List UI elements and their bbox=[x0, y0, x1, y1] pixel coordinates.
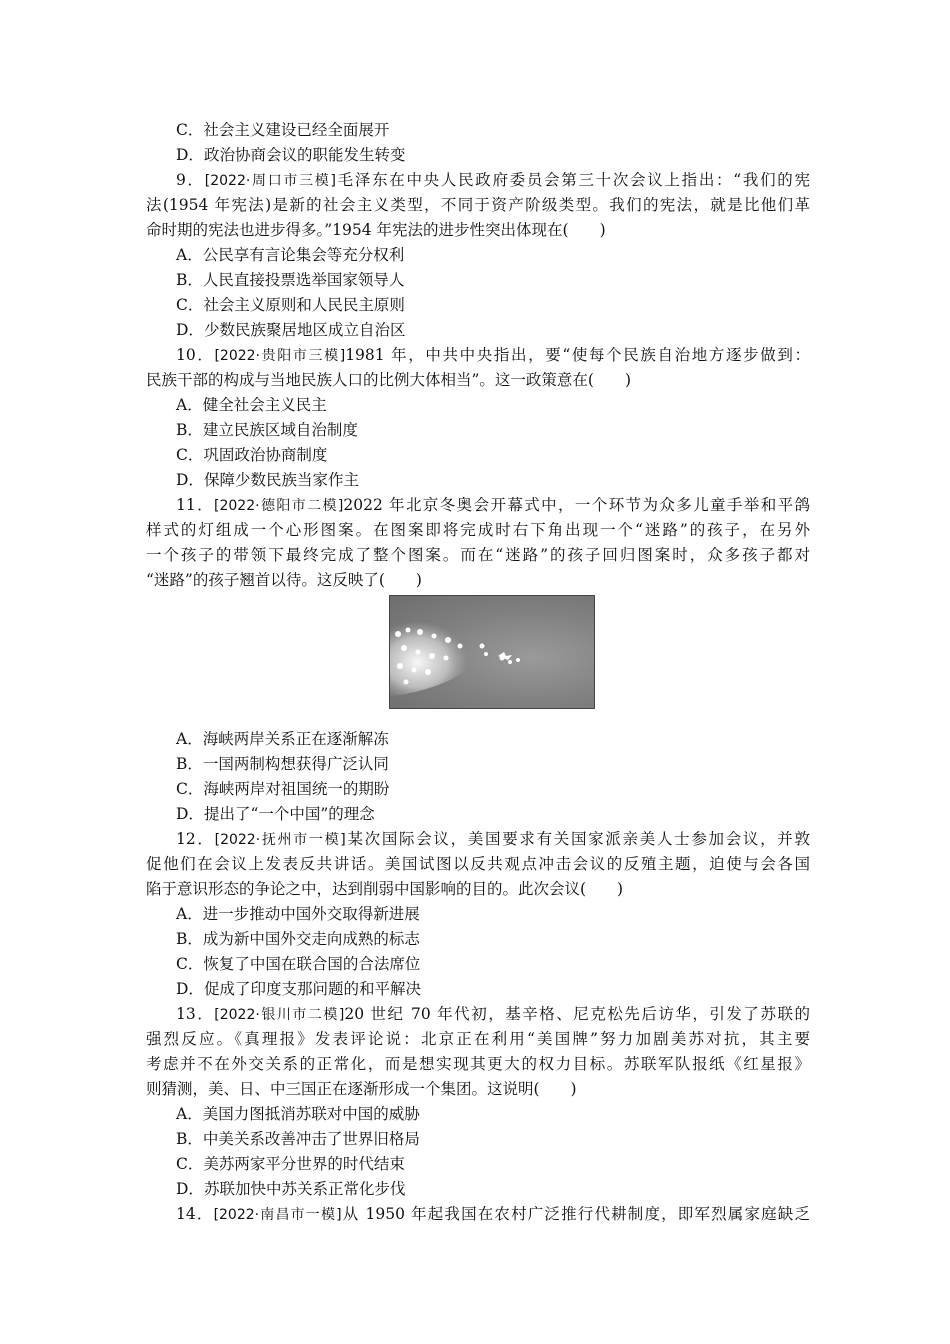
q12-option-b[interactable]: B．成为新中国外交走向成熟的标志 bbox=[176, 930, 420, 948]
photo-illustration bbox=[390, 596, 594, 708]
question-number: 12． bbox=[176, 830, 215, 848]
q11-option-c[interactable]: C．海峡两岸对祖国统一的期盼 bbox=[176, 780, 390, 798]
q12-stem-line-2: 促他们在会议上发表反共讲话。美国试图以反共观点冲击会议的反殖主题，迫使与会各国 bbox=[146, 855, 810, 873]
q13-stem-line-4: 则猜测，美、日、中三国正在逐渐形成一个集团。这说明( ) bbox=[146, 1080, 577, 1098]
q13-stem-line-3: 考虑并不在外交关系的正常化，而是想实现其更大的权力目标。苏联军队报纸《红星报》 bbox=[146, 1055, 810, 1073]
q11-option-a[interactable]: A．海峡两岸关系正在逐渐解冻 bbox=[176, 730, 389, 748]
q9-stem-line-1: 9．[2022·周口市三模]毛泽东在中央人民政府委员会第三十次会议上指出：“我们的宪 bbox=[176, 171, 810, 189]
q10-stem-line-2: 民族干部的构成与当地民族人口的比例大体相当”。这一政策意在( ) bbox=[146, 371, 632, 389]
q12-option-d[interactable]: D．促成了印度支那问题的和平解决 bbox=[176, 980, 421, 998]
q11-option-b[interactable]: B．一国两制构想获得广泛认同 bbox=[176, 755, 389, 773]
q11-stem-line-3: 一个孩子的带领下最终完成了整个图案。而在“迷路”的孩子回归图案时，众多孩子都对 bbox=[146, 546, 810, 564]
q14-stem-line-1: 14．[2022·南昌市一模]从 1950 年起我国在农村广泛推行代耕制度，即军烈属家庭缺乏 bbox=[176, 1205, 810, 1223]
question-source: [2022·南昌市一模] bbox=[213, 1207, 342, 1223]
q9-option-c[interactable]: C．社会主义原则和人民民主原则 bbox=[176, 296, 405, 314]
question-number: 11． bbox=[176, 496, 215, 514]
q8-option-d[interactable]: D．政治协商会议的职能发生转变 bbox=[176, 146, 406, 164]
q13-stem-line-1: 13．[2022·银川市二模]20 世纪 70 年代初，基辛格、尼克松先后访华，引发了苏联的 bbox=[176, 1005, 810, 1023]
question-source: [2022·银川市二模] bbox=[214, 1007, 345, 1023]
q12-stem-line-3: 陷于意识形态的争论之中，达到削弱中国影响的目的。此次会议( ) bbox=[146, 880, 624, 898]
q9-option-a[interactable]: A．公民享有言论集会等充分权利 bbox=[176, 246, 405, 264]
q10-stem-line-1: 10．[2022·贵阳市三模]1981 年，中共中央指出，要“使每个民族自治地方逐步做到： bbox=[176, 346, 810, 364]
q12-stem-line-1: 12．[2022·抚州市一模]某次国际会议，美国要求有关国家派亲美人士参加会议，并敦 bbox=[176, 830, 810, 848]
q9-option-b[interactable]: B．人民直接投票选举国家领导人 bbox=[176, 271, 405, 289]
q9-stem-line-3: 命时期的宪法也进步得多。”1954 年宪法的进步性突出体现在( ) bbox=[146, 221, 606, 239]
q13-option-d[interactable]: D．苏联加快中苏关系正常化步伐 bbox=[176, 1180, 406, 1198]
question-number: 14． bbox=[176, 1205, 214, 1223]
q9-option-d[interactable]: D．少数民族聚居地区成立自治区 bbox=[176, 321, 406, 339]
q10-option-c[interactable]: C．巩固政治协商制度 bbox=[176, 446, 328, 464]
q12-option-a[interactable]: A．进一步推动中国外交取得新进展 bbox=[176, 905, 420, 923]
q10-option-b[interactable]: B．建立民族区域自治制度 bbox=[176, 421, 358, 439]
q13-stem-line-2: 强烈反应。《真理报》发表评论说：北京正在利用“美国牌”努力加剧美苏对抗，其主要 bbox=[146, 1030, 810, 1048]
q10-option-d[interactable]: D．保障少数民族当家作主 bbox=[176, 471, 359, 489]
question-number: 9． bbox=[176, 171, 205, 189]
q11-stem-line-1: 11．[2022·德阳市二模]2022 年北京冬奥会开幕式中，一个环节为众多儿童手举和平鸽 bbox=[176, 496, 810, 514]
q13-option-a[interactable]: A．美国力图抵消苏联对中国的威胁 bbox=[176, 1105, 420, 1123]
q8-option-c[interactable]: C．社会主义建设已经全面展开 bbox=[176, 121, 390, 139]
question-number: 13． bbox=[176, 1005, 215, 1023]
q11-stem-line-4: “迷路”的孩子翘首以待。这反映了( ) bbox=[146, 571, 422, 589]
document-page bbox=[146, 118, 810, 1227]
q10-option-a[interactable]: A．健全社会主义民主 bbox=[176, 396, 327, 414]
question-source: [2022·抚州市一模] bbox=[214, 832, 346, 848]
q12-option-c[interactable]: C．恢复了中国在联合国的合法席位 bbox=[176, 955, 421, 973]
q11-figure bbox=[146, 595, 810, 723]
question-source: [2022·周口市三模] bbox=[204, 173, 336, 189]
q9-stem-line-2: 法(1954 年宪法)是新的社会主义类型，不同于资产阶级类型。我们的宪法，就是比他们革 bbox=[146, 196, 810, 214]
q13-option-b[interactable]: B．中美关系改善冲击了世界旧格局 bbox=[176, 1130, 420, 1148]
q11-option-d[interactable]: D．提出了“一个中国”的理念 bbox=[176, 805, 375, 823]
olympics-ceremony-photo bbox=[389, 595, 595, 709]
q13-option-c[interactable]: C．美苏两家平分世界的时代结束 bbox=[176, 1155, 405, 1173]
question-number: 10． bbox=[176, 346, 215, 364]
q11-stem-line-2: 样式的灯组成一个心形图案。在图案即将完成时右下角出现一个“迷路”的孩子，在另外 bbox=[146, 521, 810, 539]
question-source: [2022·贵阳市三模] bbox=[214, 348, 346, 364]
question-source: [2022·德阳市二模] bbox=[214, 498, 344, 514]
